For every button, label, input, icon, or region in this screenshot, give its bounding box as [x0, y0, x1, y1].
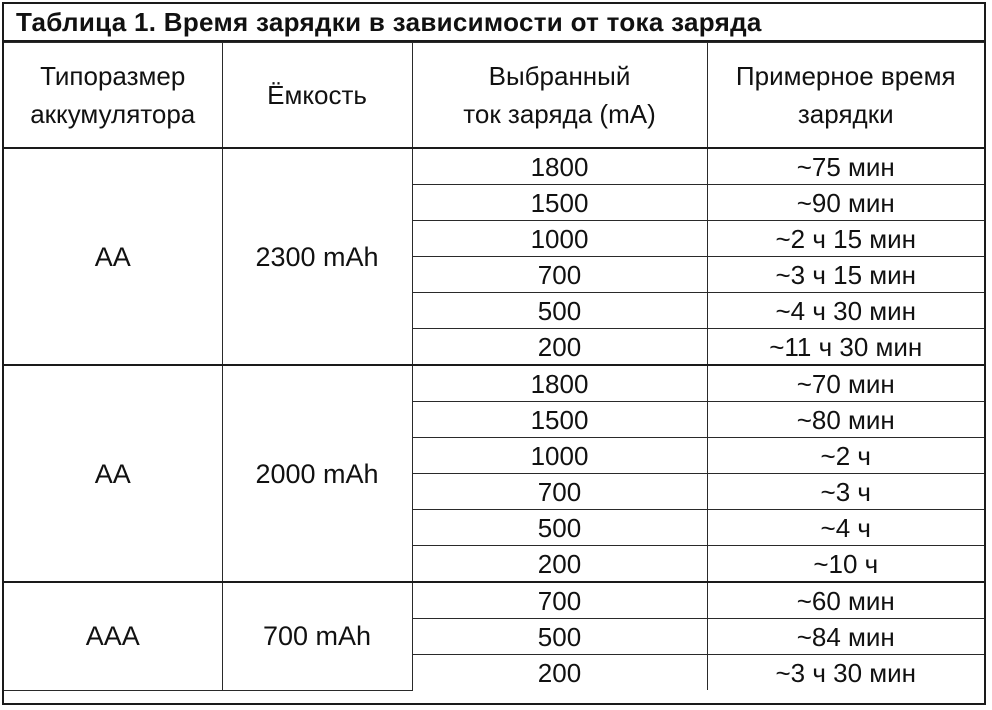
table-row — [4, 148, 984, 185]
header-charge-current-line-2: ток заряда (mA) — [463, 99, 656, 129]
current-cell: 1800 — [412, 148, 707, 185]
capacity-cell: 2300 mAh — [222, 148, 412, 365]
time-cell: ~84 мин — [707, 619, 984, 655]
time-cell: ~60 мин — [707, 582, 984, 619]
current-cell: 200 — [412, 546, 707, 583]
time-cell: ~3 ч 30 мин — [707, 655, 984, 691]
current-cell: 1000 — [412, 438, 707, 474]
capacity-cell: 2000 mAh — [222, 365, 412, 582]
charge-time-table — [4, 42, 984, 691]
time-cell: ~2 ч 15 мин — [707, 221, 984, 257]
current-cell: 200 — [412, 329, 707, 366]
time-cell: ~90 мин — [707, 185, 984, 221]
header-charge-time-line-1: Примерное время — [735, 61, 956, 91]
current-cell: 700 — [412, 474, 707, 510]
time-cell: ~2 ч — [707, 438, 984, 474]
header-battery-type-line-1: Типоразмер — [40, 61, 186, 91]
time-cell: ~4 ч 30 мин — [707, 293, 984, 329]
table-row — [4, 365, 984, 402]
header-charge-current-line-1: Выбранный — [488, 61, 631, 91]
capacity-cell: 700 mAh — [222, 582, 412, 690]
header-capacity — [222, 43, 412, 149]
header-capacity-line-1: Ёмкость — [267, 80, 367, 110]
battery-type-cell: AA — [4, 148, 222, 365]
time-cell: ~75 мин — [707, 148, 984, 185]
time-cell: ~4 ч — [707, 510, 984, 546]
time-cell: ~3 ч — [707, 474, 984, 510]
header-battery-type-line-2: аккумулятора — [30, 99, 196, 129]
current-cell: 200 — [412, 655, 707, 691]
time-cell: ~3 ч 15 мин — [707, 257, 984, 293]
battery-type-cell: AA — [4, 365, 222, 582]
header-charge-current — [412, 43, 707, 149]
table-frame — [2, 2, 986, 705]
table-title: Таблица 1. Время зарядки в зависимости от тока заряда — [4, 4, 984, 42]
time-cell: ~10 ч — [707, 546, 984, 583]
current-cell: 700 — [412, 257, 707, 293]
current-cell: 500 — [412, 293, 707, 329]
current-cell: 700 — [412, 582, 707, 619]
header-row — [4, 43, 984, 149]
current-cell: 500 — [412, 510, 707, 546]
current-cell: 500 — [412, 619, 707, 655]
header-charge-time — [707, 43, 984, 149]
time-cell: ~70 мин — [707, 365, 984, 402]
current-cell: 1500 — [412, 402, 707, 438]
header-battery-type — [4, 43, 222, 149]
current-cell: 1000 — [412, 221, 707, 257]
header-charge-time-line-2: зарядки — [797, 99, 894, 129]
current-cell: 1500 — [412, 185, 707, 221]
current-cell: 1800 — [412, 365, 707, 402]
battery-type-cell: AAA — [4, 582, 222, 690]
time-cell: ~11 ч 30 мин — [707, 329, 984, 366]
table-row — [4, 582, 984, 619]
time-cell: ~80 мин — [707, 402, 984, 438]
